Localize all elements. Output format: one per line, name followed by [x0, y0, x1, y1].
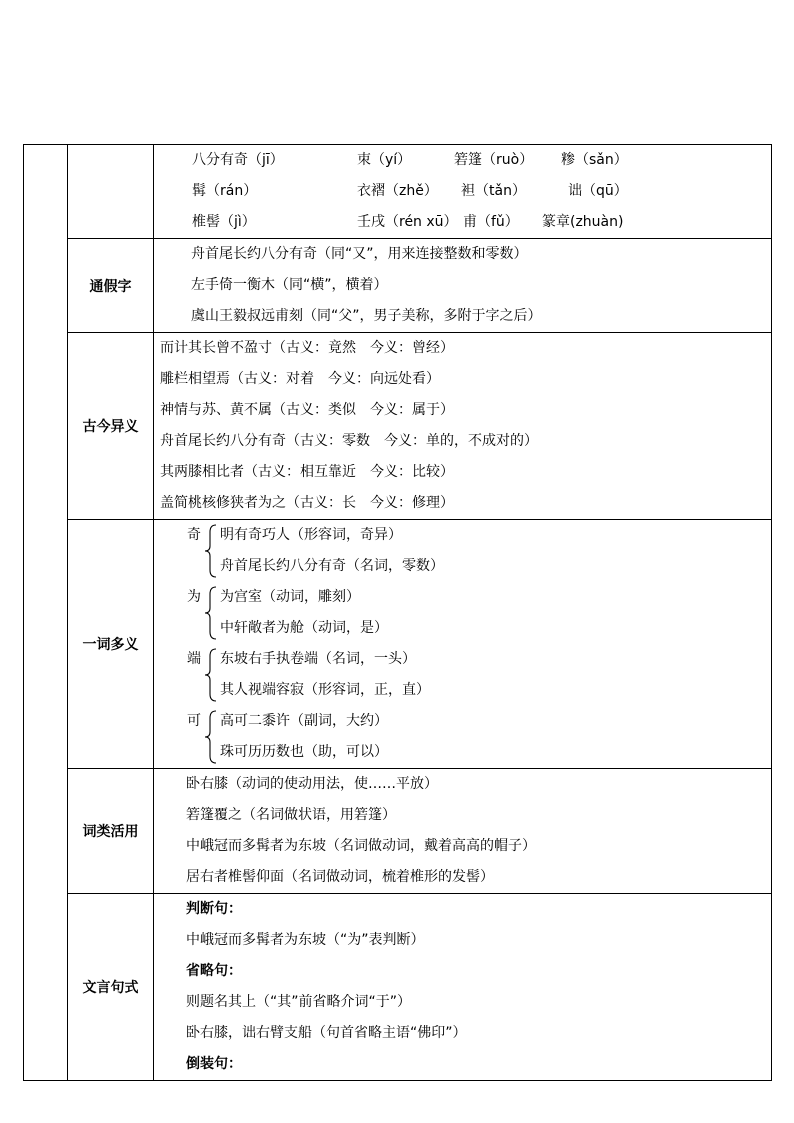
- jushi-cell: [154, 894, 772, 1081]
- brace-icon: [204, 586, 218, 640]
- content-line: 卧右膝（动词的使动用法，使……平放）: [186, 776, 438, 792]
- brace-icon: [204, 524, 218, 578]
- left-margin-cell: [24, 145, 68, 1081]
- content-line: 中峨冠而多髯者为东坡（名词做动词，戴着高高的帽子）: [186, 838, 536, 854]
- content-line: 卧右膝，诎右臂支船（句首省略主语“佛印”）: [186, 1025, 467, 1041]
- brace-icon: [204, 710, 218, 764]
- pron-item: 诎（qū）: [568, 183, 628, 199]
- pronunciation-cell: [154, 145, 772, 239]
- content-line: 神情与苏、黄不属（古义：类似 今义：属于）: [160, 402, 454, 418]
- pron-item: 甫（fǔ）: [463, 214, 519, 230]
- pron-item: 朿（yí）: [357, 152, 412, 168]
- pron-item: 衣褶（zhě）: [357, 183, 438, 199]
- content-line: 雕栏相望焉（古义：对着 今义：向远处看）: [160, 371, 440, 387]
- polysemy-meaning: 为宫室（动词，雕刻）: [220, 589, 360, 605]
- study-table: [23, 144, 772, 1081]
- pronunciation-label-cell: [68, 145, 154, 239]
- jushi-row: [24, 894, 772, 1081]
- polysemy-group: [154, 706, 771, 768]
- content-line: 舟首尾长约八分有奇（同“又”，用来连接整数和零数）: [191, 246, 528, 262]
- brace-icon: [204, 648, 218, 702]
- pron-item: 椎髻（jì）: [192, 214, 256, 230]
- polysemy-meaning: 明有奇巧人（形容词，奇异）: [220, 527, 402, 543]
- section-label: 一词多义: [68, 520, 154, 769]
- content-line: 盖简桃核修狭者为之（古义：长 今义：修理）: [160, 495, 454, 511]
- content-line: 舟首尾长约八分有奇（古义：零数 今义：单的，不成对的）: [160, 433, 538, 449]
- section-label: 文言句式: [68, 894, 154, 1081]
- pronunciation-line: [154, 176, 771, 207]
- polysemy-word: 奇: [187, 527, 201, 543]
- polysemy-meaning: 中轩敞者为舱（动词，是）: [220, 620, 388, 636]
- polysemy-meaning: 舟首尾长约八分有奇（名词，零数）: [220, 558, 444, 574]
- content-line: 左手倚一衡木（同“横”，横着）: [191, 277, 388, 293]
- pron-item: 壬戌（rén xū）: [357, 214, 458, 230]
- subheading: 判断句：: [186, 901, 242, 917]
- pron-item: 袒（tǎn）: [461, 183, 526, 199]
- content-line: 则题名其上（“其”前省略介词“于”）: [186, 994, 412, 1010]
- polysemy-group: [154, 644, 771, 706]
- content-line: 虞山王毅叔远甫刻（同“父”，男子美称，多附于字之后）: [191, 308, 542, 324]
- gujin-row: [24, 333, 772, 520]
- pronunciation-row: [24, 145, 772, 239]
- pron-item: 糁（sǎn）: [561, 152, 628, 168]
- pron-item: 箬篷（ruò）: [454, 152, 534, 168]
- section-label: 通假字: [68, 239, 154, 333]
- section-label: 古今异义: [68, 333, 154, 520]
- cilei-cell: [154, 769, 772, 894]
- content-line: 箬篷覆之（名词做状语，用箬篷）: [186, 807, 396, 823]
- content-line: 居右者椎髻仰面（名词做动词，梳着椎形的发髻）: [186, 869, 494, 885]
- polysemy-word: 端: [187, 651, 201, 667]
- polysemy-meaning: 珠可历历数也（助，可以）: [220, 744, 388, 760]
- pron-item: 髯（rán）: [192, 183, 258, 199]
- polysemy-group: [154, 582, 771, 644]
- tongjia-cell: [154, 239, 772, 333]
- polysemy-word: 为: [187, 589, 201, 605]
- pronunciation-line: [154, 207, 771, 238]
- subheading: 省略句：: [186, 963, 242, 979]
- polysemy-meaning: 东坡右手执卷端（名词，一头）: [220, 651, 416, 667]
- subheading: 倒装句：: [186, 1056, 242, 1072]
- yici-cell: [154, 520, 772, 769]
- pronunciation-line: [154, 145, 771, 176]
- pron-item: 篆章(zhuàn): [542, 214, 624, 230]
- polysemy-meaning: 高可二黍许（副词，大约）: [220, 713, 388, 729]
- polysemy-group: [154, 520, 771, 582]
- content-line: 其两膝相比者（古义：相互靠近 今义：比较）: [160, 464, 454, 480]
- content-line: 而计其长曾不盈寸（古义：竟然 今义：曾经）: [160, 340, 454, 356]
- gujin-cell: [154, 333, 772, 520]
- yici-row: [24, 520, 772, 769]
- polysemy-word: 可: [187, 713, 201, 729]
- section-label: 词类活用: [68, 769, 154, 894]
- content-line: 中峨冠而多髯者为东坡（“为”表判断）: [186, 932, 425, 948]
- cilei-row: [24, 769, 772, 894]
- polysemy-meaning: 其人视端容寂（形容词，正，直）: [220, 682, 430, 698]
- tongjia-row: [24, 239, 772, 333]
- pron-item: 八分有奇（jī）: [192, 152, 284, 168]
